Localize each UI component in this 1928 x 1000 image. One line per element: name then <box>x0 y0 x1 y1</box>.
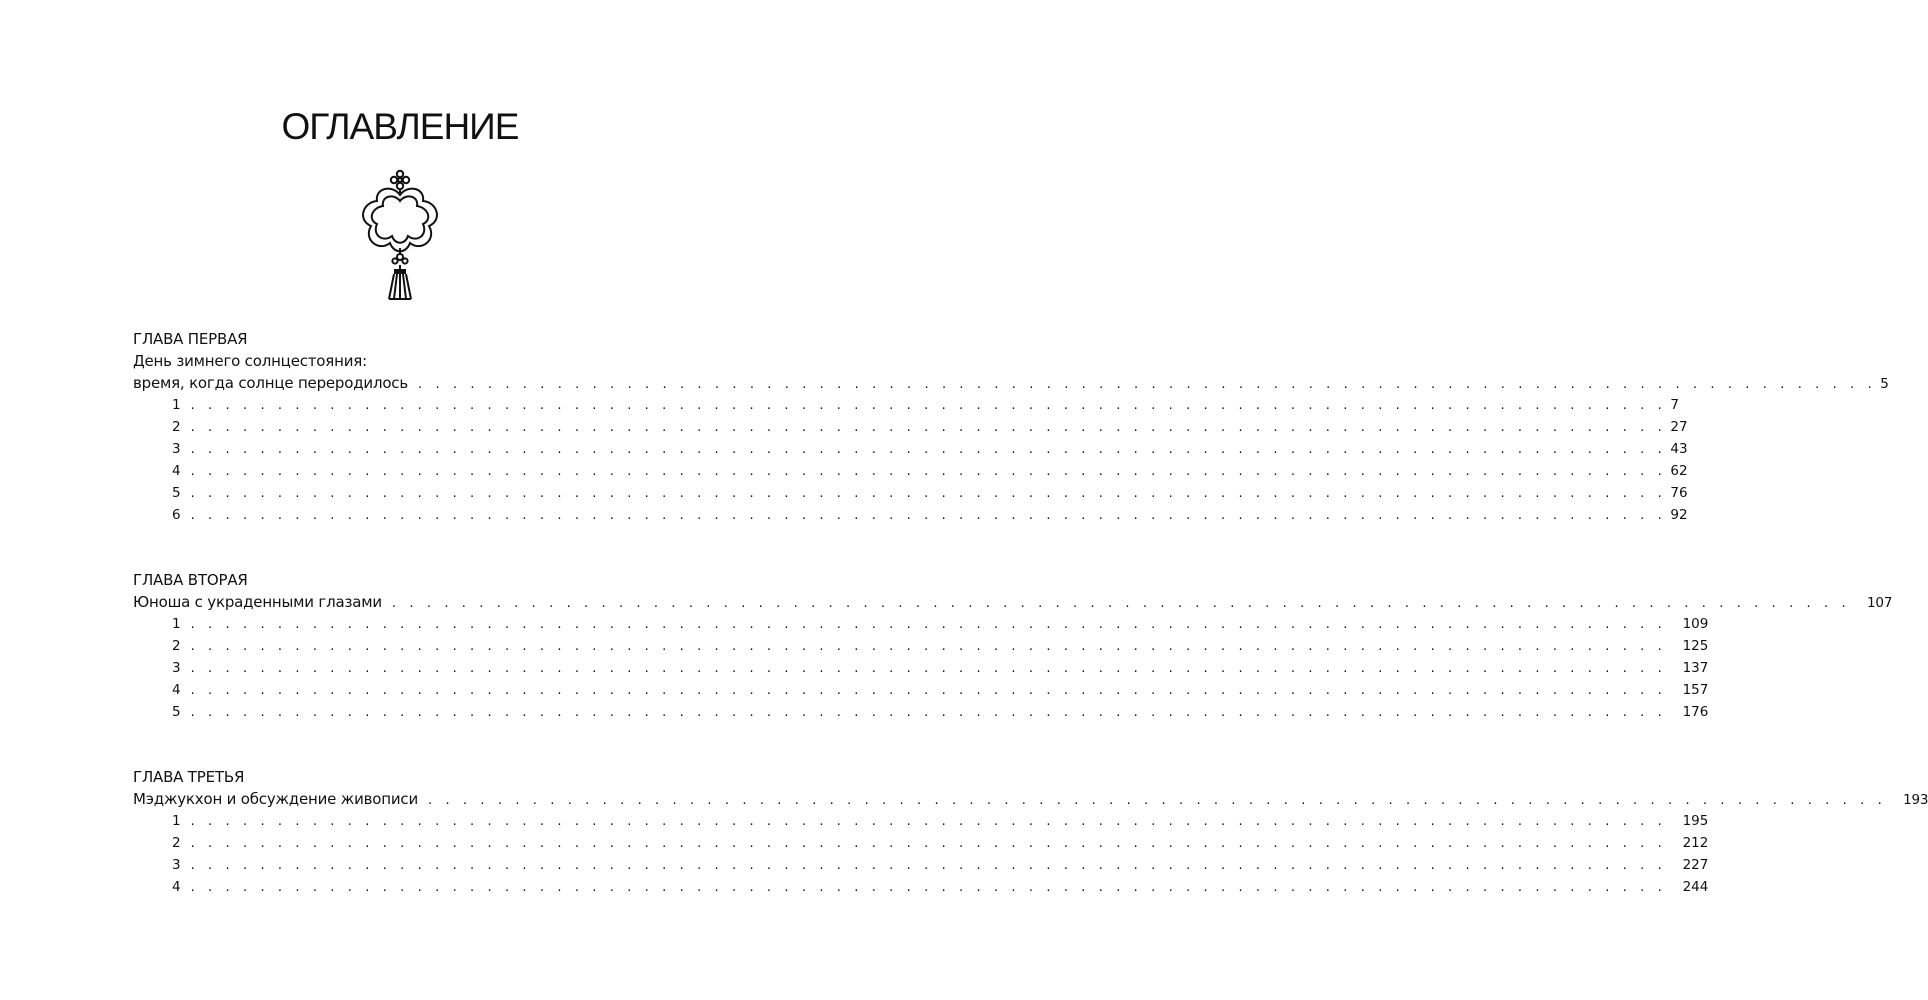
toc-entry[interactable] <box>133 591 1893 613</box>
chapter-title: Юноша с украденными глазами <box>133 593 382 611</box>
page-number: 7 <box>1670 397 1679 413</box>
flower-knot-tassel-icon <box>349 168 451 304</box>
page-number: 76 <box>1670 485 1688 501</box>
toc-section-entry[interactable] <box>133 832 1709 854</box>
toc-section-entry[interactable] <box>133 657 1709 679</box>
dot-leader: . . . . . . . . . . . . . . . . . . . . . . . . . . . . . . . . . . . . . . . . . . . . . . . . . . . . . . . . . . . . . . . . . . . . . . . . . . . . . . . . . . . . . <box>190 617 1667 632</box>
dot-leader: . . . . . . . . . . . . . . . . . . . . . . . . . . . . . . . . . . . . . . . . . . . . . . . . . . . . . . . . . . . . . . . . . . . . . . . . . . . . . . . . . . . . . <box>190 508 1667 523</box>
page-number: 62 <box>1670 463 1688 479</box>
toc-section-entry[interactable] <box>133 438 1688 460</box>
toc-section-entry[interactable] <box>133 701 1709 723</box>
page-number: 176 <box>1682 704 1709 720</box>
chapter-title-line: время, когда солнце переродилось <box>133 374 408 392</box>
dot-leader: . . . . . . . . . . . . . . . . . . . . . . . . . . . . . . . . . . . . . . . . . . . . . . . . . . . . . . . . . . . . . . . . . . . . . . . . . . . . . . . . . . . . . <box>190 398 1667 413</box>
dot-leader: . . . . . . . . . . . . . . . . . . . . . . . . . . . . . . . . . . . . . . . . . . . . . . . . . . . . . . . . . . . . . . . . . . . . . . . . . . . . . . . . . . . . . <box>190 705 1667 720</box>
toc-entry[interactable] <box>133 372 1889 394</box>
page-number: 27 <box>1670 419 1688 435</box>
section-number: 5 <box>172 485 181 501</box>
toc-section-entry[interactable] <box>133 394 1679 416</box>
toc-section-entry[interactable] <box>133 613 1709 635</box>
section-number: 3 <box>172 660 181 676</box>
chapter-3 <box>133 766 1928 898</box>
section-number: 2 <box>172 638 181 654</box>
page-number: 125 <box>1682 638 1709 654</box>
dot-leader: . . . . . . . . . . . . . . . . . . . . . . . . . . . . . . . . . . . . . . . . . . . . . . . . . . . . . . . . . . . . . . . . . . . . . . . . . . . . . . . . . . . . . <box>190 683 1667 698</box>
toc-section-entry[interactable] <box>133 635 1709 657</box>
dot-leader: . . . . . . . . . . . . . . . . . . . . . . . . . . . . . . . . . . . . . . . . . . . . . . . . . . . . . . . . . . . . . . . . . . . . . . . . . . . . . . . . . . . . . <box>190 858 1667 873</box>
toc-section-entry[interactable] <box>133 679 1709 701</box>
section-number: 5 <box>172 704 181 720</box>
section-number: 1 <box>172 397 181 413</box>
page-number: 195 <box>1682 813 1709 829</box>
toc-section-entry[interactable] <box>133 876 1709 898</box>
page-number: 157 <box>1682 682 1709 698</box>
toc-entry[interactable] <box>133 788 1928 810</box>
section-number: 6 <box>172 507 181 523</box>
section-number: 4 <box>172 682 181 698</box>
section-number: 1 <box>172 813 181 829</box>
page-number: 227 <box>1682 857 1709 873</box>
page-title: ОГЛАВЛЕНИЕ <box>281 106 519 147</box>
section-number: 2 <box>172 835 181 851</box>
dot-leader: . . . . . . . . . . . . . . . . . . . . . . . . . . . . . . . . . . . . . . . . . . . . . . . . . . . . . . . . . . . . . . . . . . . . . . . . . . . . . . . . . . . . <box>418 377 1877 392</box>
section-number: 4 <box>172 463 181 479</box>
dot-leader: . . . . . . . . . . . . . . . . . . . . . . . . . . . . . . . . . . . . . . . . . . . . . . . . . . . . . . . . . . . . . . . . . . . . . . . . . . . . . . . . . . . . <box>428 793 1887 808</box>
dot-leader: . . . . . . . . . . . . . . . . . . . . . . . . . . . . . . . . . . . . . . . . . . . . . . . . . . . . . . . . . . . . . . . . . . . . . . . . . . . . . . . . . . . . . <box>190 661 1667 676</box>
section-number: 3 <box>172 441 181 457</box>
chapter-1 <box>133 328 1889 526</box>
toc-section-entry[interactable] <box>133 854 1709 876</box>
chapter-title: Мэджукхон и обсуждение живописи <box>133 790 418 808</box>
dot-leader: . . . . . . . . . . . . . . . . . . . . . . . . . . . . . . . . . . . . . . . . . . . . . . . . . . . . . . . . . . . . . . . . . . . . . . . . . . . . . . . . . . . . . <box>190 814 1667 829</box>
chapter-title-line: День зимнего солнцестояния: <box>133 352 367 370</box>
page-number: 244 <box>1682 879 1709 895</box>
section-number: 1 <box>172 616 181 632</box>
page-number: 43 <box>1670 441 1688 457</box>
page-number: 137 <box>1682 660 1709 676</box>
page-number: 107 <box>1867 595 1893 611</box>
dot-leader: . . . . . . . . . . . . . . . . . . . . . . . . . . . . . . . . . . . . . . . . . . . . . . . . . . . . . . . . . . . . . . . . . . . . . . . . . . . . . . . . . . . . . <box>190 464 1667 479</box>
chapter-label: ГЛАВА ПЕРВАЯ <box>133 330 248 348</box>
toc-section-entry[interactable] <box>133 504 1688 526</box>
page-number: 92 <box>1670 507 1688 523</box>
toc-section-entry[interactable] <box>133 810 1709 832</box>
chapter-2 <box>133 569 1893 723</box>
section-number: 2 <box>172 419 181 435</box>
page-number: 193 <box>1903 792 1928 808</box>
dot-leader: . . . . . . . . . . . . . . . . . . . . . . . . . . . . . . . . . . . . . . . . . . . . . . . . . . . . . . . . . . . . . . . . . . . . . . . . . . . . . . . . . . . . . <box>190 442 1667 457</box>
dot-leader: . . . . . . . . . . . . . . . . . . . . . . . . . . . . . . . . . . . . . . . . . . . . . . . . . . . . . . . . . . . . . . . . . . . . . . . . . . . . . . . . . . . . . <box>190 836 1667 851</box>
chapter-label: ГЛАВА ВТОРАЯ <box>133 571 248 589</box>
dot-leader: . . . . . . . . . . . . . . . . . . . . . . . . . . . . . . . . . . . . . . . . . . . . . . . . . . . . . . . . . . . . . . . . . . . . . . . . . . . . . . . . . . . . . <box>190 880 1667 895</box>
dot-leader: . . . . . . . . . . . . . . . . . . . . . . . . . . . . . . . . . . . . . . . . . . . . . . . . . . . . . . . . . . . . . . . . . . . . . . . . . . . . . . . . . . . . . <box>190 639 1667 654</box>
dot-leader: . . . . . . . . . . . . . . . . . . . . . . . . . . . . . . . . . . . . . . . . . . . . . . . . . . . . . . . . . . . . . . . . . . . . . . . . . . . . . . . . . . . . <box>391 596 1851 611</box>
chapter-label: ГЛАВА ТРЕТЬЯ <box>133 768 245 786</box>
page-number: 212 <box>1682 835 1709 851</box>
section-number: 4 <box>172 879 181 895</box>
dot-leader: . . . . . . . . . . . . . . . . . . . . . . . . . . . . . . . . . . . . . . . . . . . . . . . . . . . . . . . . . . . . . . . . . . . . . . . . . . . . . . . . . . . . . <box>190 420 1667 435</box>
toc-section-entry[interactable] <box>133 460 1688 482</box>
page-number: 109 <box>1682 616 1709 632</box>
toc-section-entry[interactable] <box>133 416 1688 438</box>
page-number: 5 <box>1880 376 1889 392</box>
section-number: 3 <box>172 857 181 873</box>
dot-leader: . . . . . . . . . . . . . . . . . . . . . . . . . . . . . . . . . . . . . . . . . . . . . . . . . . . . . . . . . . . . . . . . . . . . . . . . . . . . . . . . . . . . . <box>190 486 1667 501</box>
toc-section-entry[interactable] <box>133 482 1688 504</box>
